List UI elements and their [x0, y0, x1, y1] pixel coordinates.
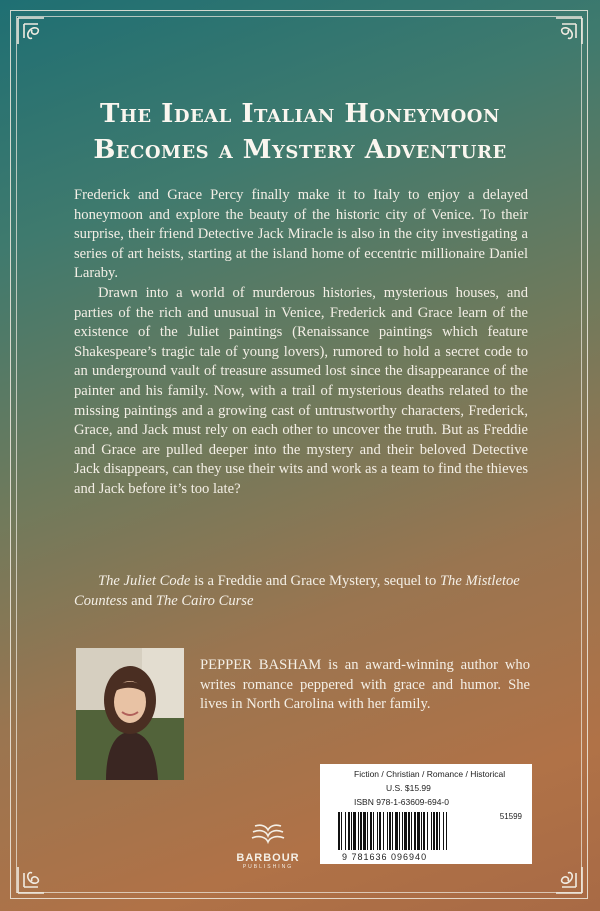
book-blurb: [74, 186, 528, 500]
publisher-subtitle: PUBLISHING: [242, 864, 294, 870]
barcode-price-code: 51599: [499, 812, 522, 821]
barcode-bars-icon: [336, 812, 516, 852]
series-title-1: The Juliet Code: [98, 573, 191, 589]
series-title-3: The Cairo Curse: [155, 592, 254, 609]
open-book-icon: [251, 822, 285, 846]
blurb-paragraph-1: Frederick and Grace Percy finally make it to Italy to enjoy a delayed honeymoon and explore the beauty of the historic city of Venice. To their surprise, their friend Detective Jack Miracle is also in the city investigating a series of art heists, starting at the island home of eccentric millionaire Daniel Laraby.: [74, 187, 528, 282]
series-text-2: and: [127, 592, 156, 609]
blurb-paragraph-2: Drawn into a world of murderous histories, mysterious houses, and parties of the rich and unusual in Venice, Frederick and Grace learn of the existence of the Juliet paintings (Renaissance paintings which feature Shakespeare’s tragic tale of young lovers), rumored to hold a secret code to an underground vault of treasure assumed lost since the disappearance of the painter and his family. Now, with a trail of mysterious deaths related to the missing paintings and a growing cast of untrustworthy characters, Frederick, Grace, and Jack must rely on each other to uncover the truth. But as Freddie and Grace are pulled deeper into the mystery and their beloved Detective Jack disappears, can they use their wits and work as a team to find the thieves and Jack before it’s too late?: [74, 284, 528, 497]
publisher-logo: [228, 822, 308, 870]
barcode-isbn: ISBN 978-1-63609-694-0: [354, 797, 449, 807]
author-photo: [76, 648, 184, 780]
series-note: [74, 572, 528, 611]
corner-ornament-icon: [538, 849, 586, 897]
series-text-1: is a Freddie and Grace Mystery, sequel to: [190, 573, 440, 589]
headline-line-2: Becomes a Mystery Adventure: [93, 135, 507, 165]
barcode-digits: 9 781636 096940: [342, 852, 428, 862]
barcode-price: U.S. $15.99: [386, 783, 431, 793]
corner-ornament-icon: [14, 849, 62, 897]
corner-ornament-icon: [538, 14, 586, 62]
series-title-2: The Mistletoe Countess: [74, 573, 520, 609]
barcode-category: Fiction / Christian / Romance / Historical: [354, 769, 506, 779]
publisher-name: BARBOUR: [236, 852, 300, 864]
headline: [0, 96, 600, 168]
barcode-box: [320, 764, 532, 864]
corner-ornament-icon: [14, 14, 62, 62]
headline-line-1: The Ideal Italian Honeymoon: [100, 99, 500, 129]
author-bio: PEPPER BASHAM is an award-winning author who writes romance peppered with grace and humor. She lives in North Carolina with her family.: [200, 657, 530, 713]
